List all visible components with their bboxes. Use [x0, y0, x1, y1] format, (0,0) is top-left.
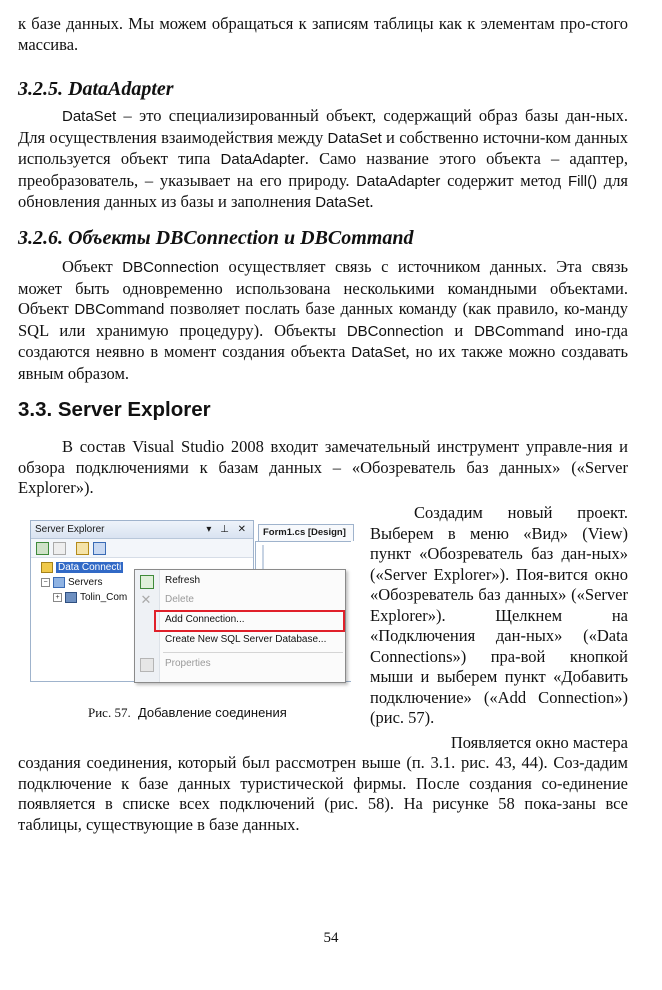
- figure-caption-text: Добавление соединения: [137, 705, 287, 720]
- refresh-toolbar-icon[interactable]: [36, 542, 49, 555]
- paragraph-wizard-first-line: Появляется окно мастера: [450, 733, 628, 752]
- folder-icon: [41, 562, 53, 573]
- add-connection-highlight: [154, 610, 345, 632]
- menu-item-refresh[interactable]: Refresh: [165, 575, 201, 586]
- tab-form1-design[interactable]: Form1.cs [Design]: [258, 524, 354, 541]
- paragraph-server-explorer-intro: В состав Visual Studio 2008 входит замечательный инструмент управле-ния и обзора подключениями к базам данных – «Обозреватель баз данных» («Server Explorer»).: [18, 437, 628, 497]
- panel-window-buttons[interactable]: ▾ ⊥ ✕: [206, 524, 249, 535]
- tree-item-servers[interactable]: − Servers: [41, 576, 102, 589]
- tree-item-tolin[interactable]: + Tolin_Com: [53, 591, 127, 604]
- menu-separator: [163, 652, 343, 653]
- connect-to-database-icon[interactable]: [76, 542, 89, 555]
- figure-caption-number: Рис. 57.: [88, 705, 131, 720]
- heading-3-3: 3.3. Server Explorer: [18, 398, 211, 421]
- collapse-toggle-icon[interactable]: −: [41, 578, 50, 587]
- context-menu: [134, 569, 346, 683]
- paragraph-dbconnection: Объект DBConnection осуществляет связь с источником данных. Эта связь может быть одновременно использована несколькими командными объектами. Объект DBCommand позволяет послать базе данных команду (как правило, ко-манду SQL или хранимую процедуру). Объекты DBConnection и DBCommand ино-гда создаются неявно в момент создания объекта DataSet, но их также можно создавать явным образом.: [18, 257, 628, 383]
- figure-caption: [88, 705, 287, 721]
- paragraph-dataadapter: DataSet – это специализированный объект, содержащий образ базы дан-ных. Для осуществления взаимодействия между DataSet и собственно источни-ком данных используется объект типа DataAdapter. Само название этого объекта – адаптер, преобразователь, – указывает на его природу. DataAdapter содержит метод Fill() для обновления данных из базы и заполнения DataSet.: [18, 106, 629, 211]
- server-explorer-toolbar: [31, 539, 253, 558]
- figure-57: [30, 520, 350, 720]
- server-explorer-title: Server Explorer: [35, 524, 105, 535]
- properties-icon: [140, 658, 154, 672]
- refresh-icon: [140, 575, 154, 589]
- menu-item-delete[interactable]: Delete: [165, 594, 194, 605]
- intro-paragraph: к базе данных. Мы можем обращаться к записям таблицы как к элементам про-стого массива.: [18, 14, 628, 54]
- servers-icon: [53, 577, 65, 588]
- menu-item-properties[interactable]: Properties: [165, 658, 211, 669]
- menu-item-add-connection[interactable]: Add Connection...: [165, 614, 245, 625]
- menu-item-create-database[interactable]: Create New SQL Server Database...: [165, 634, 327, 645]
- expand-toggle-icon[interactable]: +: [53, 593, 62, 602]
- heading-3-2-6: 3.2.6. Объекты DBConnection и DBCommand: [18, 227, 414, 249]
- paragraph-wizard: создания соединения, который был рассмотрен выше (п. 3.1. рис. 43, 44). Соз-дадим подключение к базе данных туристической фирмы. После создания со-единение появляется в списке всех подключений (рис. 58). На рисунке 58 пока-заны все таблицы, существующие в базе данных.: [18, 753, 628, 834]
- stop-toolbar-icon[interactable]: [53, 542, 66, 555]
- server-icon: [65, 592, 77, 603]
- side-column-paragraph: Создадим новый проект. Выберем в меню «Вид» (View) пункт «Обозреватель баз дан-ных» («Server Explorer»). Поя-вится окно «Обозреватель баз данных» («Server Explorer»). Щелкнем на «Подключения дан-ных» («Data Connections») пра-вой кнопкой мыши и выберем пункт «Добавить подключение» («Add Connection») (рис. 57).: [370, 503, 628, 727]
- tree-item-data-connections[interactable]: Data Connecti: [41, 561, 123, 574]
- heading-3-2-5: 3.2.5. DataAdapter: [18, 78, 174, 100]
- delete-icon: ✕: [140, 592, 152, 607]
- connect-to-server-icon[interactable]: [93, 542, 106, 555]
- page-number: 54: [323, 930, 339, 946]
- server-explorer-titlebar: [31, 521, 253, 539]
